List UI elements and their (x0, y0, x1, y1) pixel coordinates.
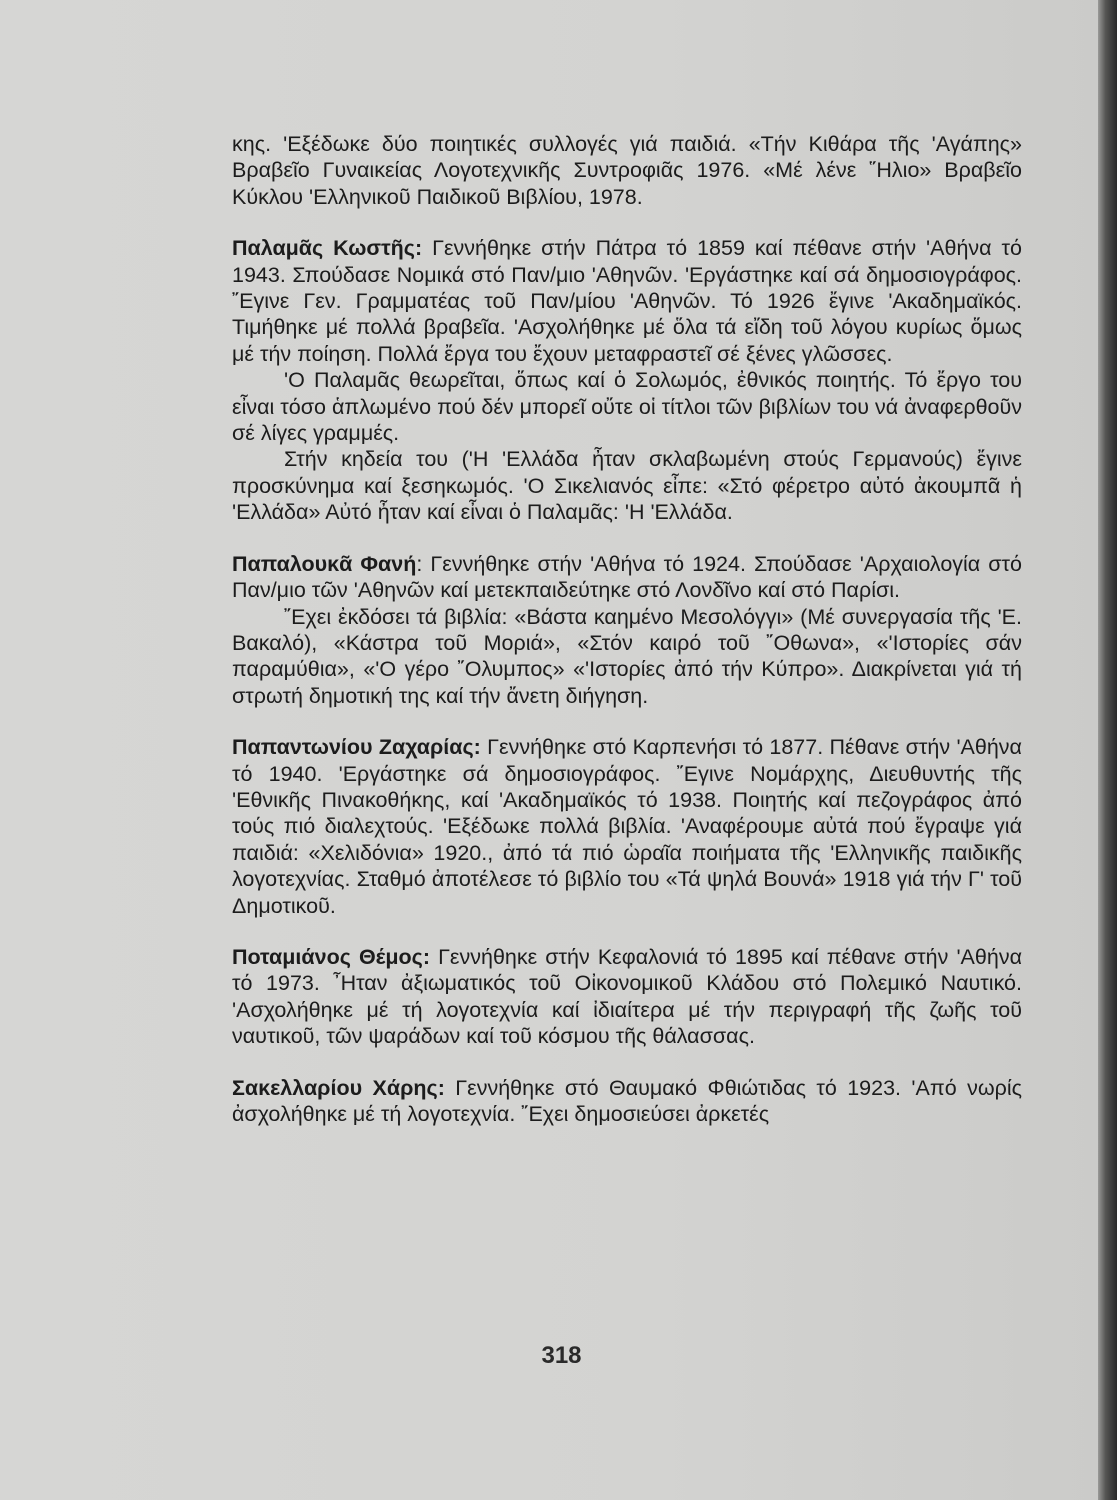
entry-palamas: Παλαμᾶς Κωστῆς: Γεννήθηκε στήν Πάτρα τό 1859 καί πέθανε στήν 'Αθήνα τό 1943. Σπούδασε Νομικά στό Παν/μιο 'Αθηνῶν. 'Εργάστηκε καί σά δημοσιογράφος. ῎Εγινε Γεν. Γραμματέας τοῦ Παν/μίου 'Αθηνῶν. Τό 1926 ἔγινε 'Ακαδημαϊκός. Τιμήθηκε μέ πολλά βραβεῖα. 'Ασχολήθηκε μέ ὅλα τά εἴδη τοῦ λόγου κυρίως ὅμως μέ τήν ποίηση. Πολλά ἔργα του ἔχουν μεταφραστεῖ σέ ξένες γλῶσσες. (232, 236, 1022, 366)
entry-name: Σακελλαρίου Χάρης: (232, 1075, 445, 1100)
entry-name: Παπαντωνίου Ζαχαρίας: (232, 735, 481, 760)
entry-name: Ποταμιάνος Θέμος: (232, 944, 431, 969)
page-edge-shadow (1098, 0, 1117, 1500)
entry-name: Παλαμᾶς Κωστῆς: (232, 236, 423, 261)
entry-sakellariou: Σακελλαρίου Χάρης: Γεννήθηκε στό Θαυμακό Φθιώτιδας τό 1923. 'Από νωρίς ἀσχολήθηκε μέ τή λογοτεχνία. ῎Εχει δημοσιεύσει ἀρκετές (232, 1075, 1022, 1126)
paragraph: κης. 'Εξέδωκε δύο ποιητικές συλλογές γιά παιδιά. «Τήν Κιθάρα τῆς 'Αγάπης» Βραβεῖο Γυναικείας Λογοτεχνικῆς Συντροφιᾶς 1976. «Μέ λένε ῞Ηλιο» Βραβεῖο Κύκλου 'Ελληνικοῦ Παιδικοῦ Βιβλίου, 1978. (232, 132, 1022, 209)
paragraph: ῎Εχει ἐκδόσει τά βιβλία: «Βάστα καημένο Μεσολόγγι» (Μέ συνεργασία τῆς 'Ε. Βακαλό), «Κάστρα τοῦ Μοριά», «Στόν καιρό τοῦ ῎Οθωνα», «'Ιστορίες σάν παραμύθια», «'Ο γέρο ῎Ολυμπος» «'Ιστορίες ἀπό τήν Κύπρο». Διακρίνεται γιά τή στρωτή δημοτική της καί τήν ἄνετη διήγηση. (232, 604, 1022, 708)
paragraph: Στήν κηδεία του ('Η 'Ελλάδα ἦταν σκλαβωμένη στούς Γερμανούς) ἔγινε προσκύνημα καί ξεσηκωμός. 'Ο Σικελιανός εἶπε: «Στό φέρετρο αὐτό ἀκουμπᾶ ἡ 'Ελλάδα» Αὐτό ἦταν καί εἶναι ὁ Παλαμᾶς: 'Η 'Ελλάδα. (232, 447, 1022, 525)
entry-potamianos: Ποταμιάνος Θέμος: Γεννήθηκε στήν Κεφαλονιά τό 1895 καί πέθανε στήν 'Αθήνα τό 1973. ῏Ηταν ἀξιωματικός τοῦ Οἰκονομικοῦ Κλάδου στό Πολεμικό Ναυτικό. 'Ασχολήθηκε μέ τή λογοτεχνία καί ἰδιαίτερα μέ τήν περιγραφή τῆς ζωῆς τοῦ ναυτικοῦ, τῶν ψαράδων καί τοῦ κόσμου τῆς θάλασσας. (232, 944, 1022, 1049)
paragraph: 'Ο Παλαμᾶς θεωρεῖται, ὅπως καί ὁ Σολωμός, ἐθνικός ποιητής. Τό ἔργο του εἶναι τόσο ἁπλωμένο πού δέν μπορεῖ οὔτε οἱ τίτλοι τῶν βιβλίων του νά ἀναφερθοῦν σέ λίγες γραμμές. (232, 368, 1022, 446)
body-text (232, 131, 1022, 1127)
entry-name: Παπαλουκᾶ Φανή (232, 551, 417, 576)
entry-papantoniou: Παπαντωνίου Ζαχαρίας: Γεννήθηκε στό Καρπενήσι τό 1877. Πέθανε στήν 'Αθήνα τό 1940. 'Εργάστηκε σά δημοσιογράφος. ῎Εγινε Νομάρχης, Διευθυντής τῆς 'Εθνικῆς Πινακοθήκης, καί 'Ακαδημαϊκός τό 1938. Ποιητής καί πεζογράφος ἀπό τούς πιό διαλεχτούς. 'Εξέδωκε πολλά βιβλία. 'Αναφέρουμε αὐτά πού ἔγραψε γιά παιδιά: «Χελιδόνια» 1920., ἀπό τά πιό ὡραῖα ποιήματα τῆς 'Ελληνικῆς παιδικῆς λογοτεχνίας. Σταθμό ἀποτέλεσε τό βιβλίο του «Τά ψηλά Βουνά» 1918 γιά τήν Γ' τοῦ Δημοτικοῦ. (232, 735, 1022, 918)
entry-papalouka: Παπαλουκᾶ Φανή: Γεννήθηκε στήν 'Αθήνα τό 1924. Σπούδασε 'Αρχαιολογία στό Παν/μιο τῶν 'Αθηνῶν καί μετεκπαιδεύτηκε στό Λονδῖνο καί στό Παρίσι. (232, 551, 1022, 603)
page-number: 318 (541, 1342, 582, 1369)
